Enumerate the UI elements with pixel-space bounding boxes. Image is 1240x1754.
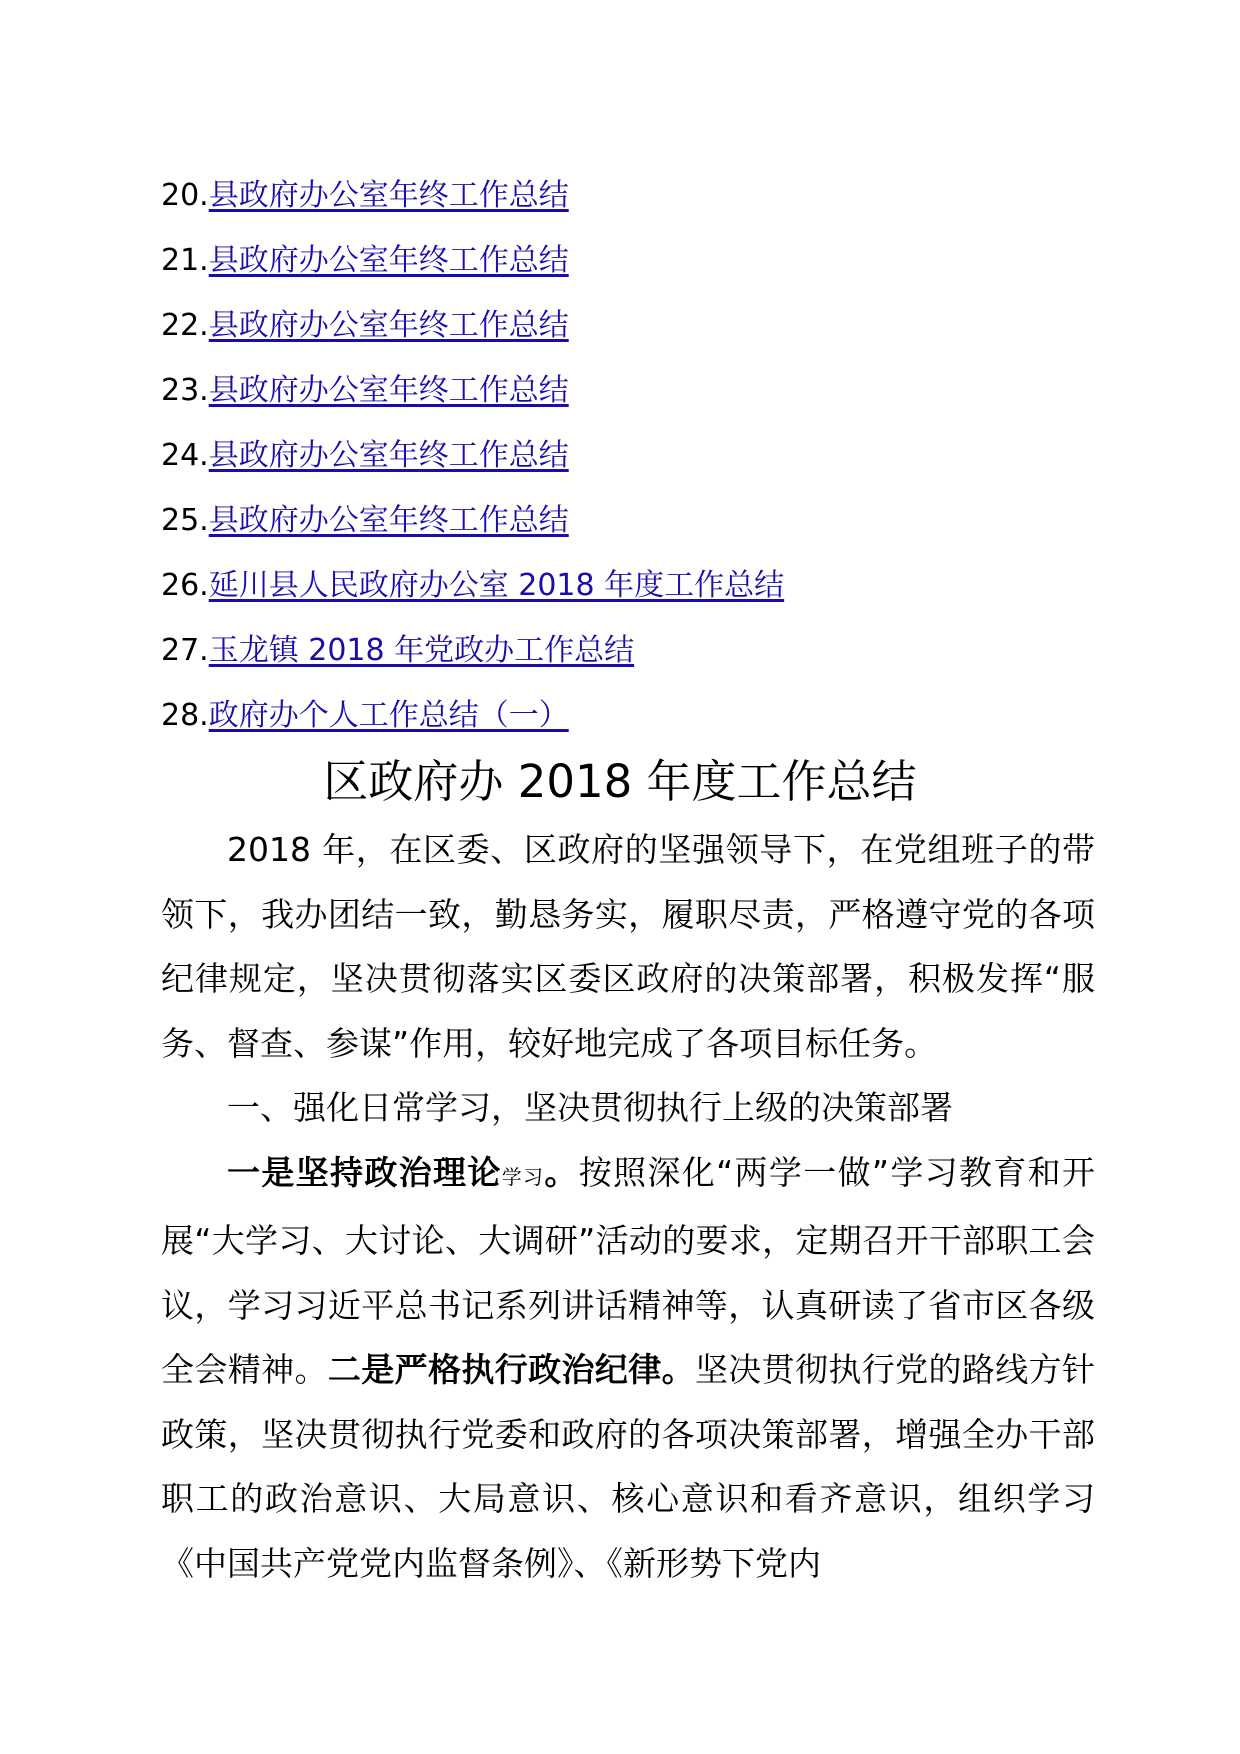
toc-link[interactable]: 政府办个人工作总结（一） xyxy=(208,698,569,733)
toc-number: 24. xyxy=(161,438,209,473)
point-one-heading-small: 学习 xyxy=(501,1164,545,1189)
toc-link[interactable]: 延川县人民政府办公室 2018 年度工作总结 xyxy=(208,568,785,603)
toc-item xyxy=(161,367,1111,432)
toc-item xyxy=(161,237,1111,302)
intro-paragraph: 2018 年，在区委、区政府的坚强领导下，在党组班子的带领下，我办团结一致，勤恳务实，履职尽责，严格遵守党的各项纪律规定，坚决贯彻落实区委区政府的决策部署，积极发挥“服务、督查、参谋”作用，较好地完成了各项目标任务。 xyxy=(161,830,1095,1063)
toc-link[interactable]: 县政府办公室年终工作总结 xyxy=(208,438,569,473)
toc-link[interactable]: 县政府办公室年终工作总结 xyxy=(208,503,569,538)
toc-item xyxy=(161,432,1111,497)
point-two-heading: 二是严格执行政治纪律。 xyxy=(327,1350,695,1389)
toc-number: 26. xyxy=(161,568,209,603)
body-paragraph xyxy=(161,1141,1095,1597)
toc-link[interactable]: 县政府办公室年终工作总结 xyxy=(208,243,569,278)
toc-item xyxy=(161,562,1111,627)
toc-item xyxy=(161,692,1111,757)
toc-number: 23. xyxy=(161,373,209,408)
toc-number: 20. xyxy=(161,178,209,213)
toc-link[interactable]: 玉龙镇 2018 年党政办工作总结 xyxy=(208,633,635,668)
toc-number: 21. xyxy=(161,243,209,278)
toc-number: 28. xyxy=(161,698,209,733)
toc-list xyxy=(161,172,1111,757)
toc-item xyxy=(161,627,1111,692)
point-one-text: 按照深化“两学一做”学习教育和开展“大学习、大讨论、大调研”活动的要求，定期召开干部职工会议，学习习近平总书记系列讲话精神等，认真研读了省市区各级全会精神。 xyxy=(161,1152,1096,1389)
point-one-heading: 一是坚持政治理论 xyxy=(227,1152,502,1192)
toc-item xyxy=(161,302,1111,367)
point-two-text: 坚决贯彻执行党的路线方针政策，坚决贯彻执行党委和政府的各项决策部署，增强全办干部职工的政治意识、大局意识、核心意识和看齐意识，组织学习《中国共产党党内监督条例》、《新形势下党内 xyxy=(161,1350,1096,1583)
document-title: 区政府办 2018 年度工作总结 xyxy=(323,755,917,808)
toc-number: 22. xyxy=(161,308,209,343)
toc-link[interactable]: 县政府办公室年终工作总结 xyxy=(208,308,569,343)
toc-item xyxy=(161,497,1111,562)
toc-number: 27. xyxy=(161,633,209,668)
section-heading: 一、强化日常学习，坚决贯彻执行上级的决策部署 xyxy=(227,1088,953,1127)
toc-number: 25. xyxy=(161,503,209,538)
point-one-heading-end: 。 xyxy=(544,1152,579,1192)
toc-link[interactable]: 县政府办公室年终工作总结 xyxy=(208,373,569,408)
toc-item xyxy=(161,172,1111,237)
toc-link[interactable]: 县政府办公室年终工作总结 xyxy=(208,178,569,213)
document-body xyxy=(161,818,1095,1596)
